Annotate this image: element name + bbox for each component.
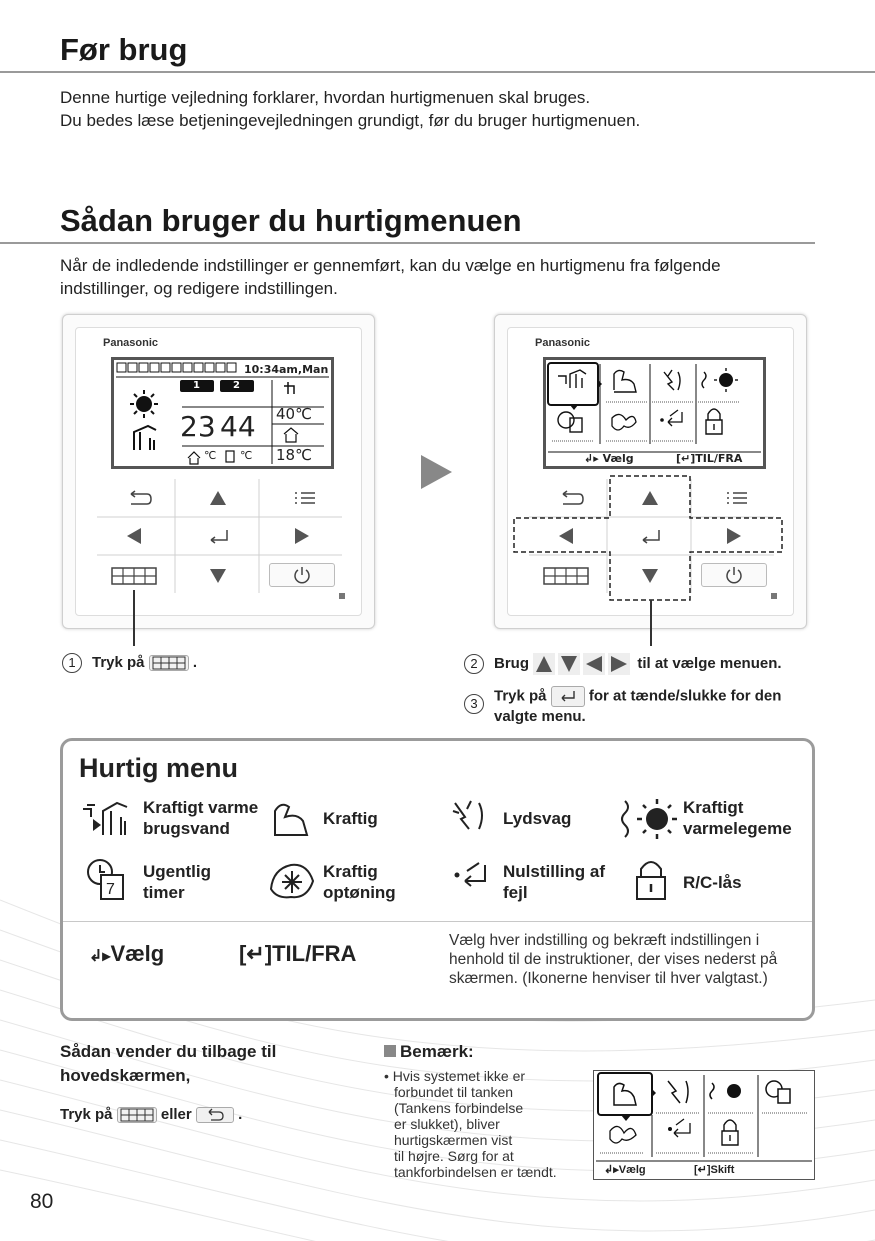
menu-item-powerful-dhw <box>143 797 258 839</box>
legend-select <box>89 941 164 967</box>
enter-icon: [↵] <box>694 1164 711 1176</box>
quick-menu-title: Hurtig menu <box>79 753 238 783</box>
brand-logo: Panasonic <box>535 337 591 349</box>
menu-item-label: Kraftigt <box>683 798 744 817</box>
zone-1-temperature: 23 <box>180 410 216 443</box>
powerful-arm-icon <box>269 797 313 839</box>
step-2-text-end: til at vælge menuen. <box>637 654 782 672</box>
right-arrow-button[interactable] <box>291 525 313 547</box>
section2-line-2: indstillinger, og redigere indstillingen. <box>60 279 338 298</box>
quick-menu-key-icon <box>149 655 189 671</box>
lcd-onoff-label: TIL/FRA <box>695 452 743 465</box>
menu-item-label: timer <box>143 883 185 902</box>
note-heading <box>384 1040 474 1064</box>
lcd-clock: 10:34am,Man <box>244 363 329 376</box>
enter-button[interactable] <box>203 523 233 549</box>
next-arrow-icon <box>418 453 454 491</box>
error-reset-icon <box>449 859 493 899</box>
lcd-select-label: Vælg <box>602 452 634 465</box>
indicator-led <box>339 593 345 599</box>
note-line: (Tankens forbindelse <box>394 1100 524 1116</box>
outdoor-temperature: 18℃ <box>276 446 312 464</box>
return-heading-line-2: hovedskærmen, <box>60 1066 191 1085</box>
step-3-text-post: for at tænde/slukke for den <box>588 687 782 705</box>
menu-item-label: Kraftigt varme <box>143 798 259 817</box>
select-icon: ↲▸ <box>584 452 599 465</box>
section2-line-1: Når de indledende indstillinger er gennemført, kan du vælge en hurtigmenu fra følgende <box>60 256 721 275</box>
note-text <box>384 1068 557 1180</box>
lcd-select-hint <box>584 452 634 465</box>
menu-item-label: Nulstilling af <box>503 862 605 881</box>
return-heading-line-1: Sådan vender du tilbage til <box>60 1042 277 1061</box>
return-heading <box>60 1040 276 1088</box>
tank-temperature: 40℃ <box>276 405 312 423</box>
heater-icon <box>619 795 683 841</box>
intro-line-2: Du bedes læse betjeningevejledningen grundigt, før du bruger hurtigmenuen. <box>60 111 641 130</box>
select-icon: ↲▸ <box>89 948 111 965</box>
menu-item-powerful-heater <box>683 797 792 839</box>
section-title-before-use: Før brug <box>60 32 188 67</box>
lcd-main-screen <box>111 357 334 469</box>
legend-explanation <box>449 931 777 988</box>
select-icon: ↲▸ <box>604 1164 619 1176</box>
note-line: hurtigskærmen vist <box>394 1132 513 1148</box>
step-2 <box>464 653 782 675</box>
step-3 <box>464 686 781 726</box>
note-line: forbundet til tanken <box>394 1084 514 1100</box>
explanation-line: Vælg hver indstilling og bekræft indstillingen i <box>449 932 760 949</box>
step-3-text <box>494 686 781 726</box>
no-tank-switch-hint <box>694 1163 734 1176</box>
menu-item-label: optøning <box>323 883 396 902</box>
explanation-line: henhold til de instruktioner, der vises nederst på <box>449 951 778 968</box>
lock-icon <box>633 857 669 903</box>
weekly-timer-icon <box>85 857 129 903</box>
card-divider <box>63 921 812 922</box>
return-or-text: eller <box>160 1106 192 1123</box>
note-line: Hvis systemet ikke er <box>392 1068 526 1084</box>
quick-menu-button[interactable] <box>111 565 159 587</box>
bullet-icon: • <box>384 1068 393 1084</box>
note-line: er slukket), bliver <box>394 1116 500 1132</box>
legend-select-label: Vælg <box>110 941 165 966</box>
step-number: 2 <box>464 654 484 674</box>
svg-text:7: 7 <box>106 881 115 898</box>
step-number: 1 <box>62 653 82 673</box>
lcd-quick-menu-screen <box>543 357 766 469</box>
brand-logo: Panasonic <box>103 337 159 349</box>
legend-onoff <box>239 941 356 967</box>
callout-line <box>133 590 135 646</box>
arrow-keys-icon <box>533 653 633 675</box>
no-tank-select-label: Vælg <box>618 1164 646 1176</box>
title-divider <box>0 71 875 73</box>
power-button[interactable] <box>269 563 335 587</box>
no-tank-quick-menu-screen <box>593 1070 815 1180</box>
intro-text <box>60 86 640 132</box>
zone-unit: ℃ <box>204 449 217 462</box>
section-title-how-to-use: Sådan bruger du hurtigmenuen <box>60 203 522 238</box>
quick-menu-grid <box>546 360 763 466</box>
menu-item-label: fejl <box>503 883 528 902</box>
hot-water-tap-icon <box>81 797 137 837</box>
back-key-icon <box>196 1107 234 1123</box>
menu-item-label: varmelegeme <box>683 819 792 838</box>
lcd-onoff-hint <box>676 452 742 465</box>
enter-icon: [↵] <box>239 941 273 966</box>
left-arrow-button[interactable] <box>123 525 145 547</box>
menu-item-label: brugsvand <box>143 819 230 838</box>
zone-1-tab: 1 <box>193 380 200 391</box>
callout-line <box>650 600 652 646</box>
enter-key-icon <box>551 686 585 707</box>
step-1-text: Tryk på <box>92 654 145 671</box>
note-square-icon <box>384 1045 396 1057</box>
return-end: . <box>238 1106 243 1123</box>
explanation-line: skærmen. (Ikonerne henviser til hver valgtast.) <box>449 970 768 987</box>
arrow-keys-highlight <box>512 474 785 604</box>
intro-line-1: Denne hurtige vejledning forklarer, hvordan hurtigmenuen skal bruges. <box>60 88 591 107</box>
zone-2-temperature: 44 <box>220 410 256 443</box>
remote-controller-main-screen <box>62 314 375 629</box>
quiet-icon <box>449 797 493 837</box>
note-line: til højre. Sørg for at <box>394 1148 514 1164</box>
menu-item-powerful: Kraftig <box>323 809 378 828</box>
up-arrow-button[interactable] <box>207 487 229 509</box>
title-divider <box>0 242 815 244</box>
quick-menu-card <box>60 738 815 1021</box>
step-1 <box>62 653 197 673</box>
step-1-end: . <box>192 654 198 671</box>
no-tank-select-hint <box>604 1163 646 1176</box>
return-instruction <box>60 1106 242 1123</box>
menu-item-label: Kraftig <box>323 862 378 881</box>
section2-text <box>60 254 721 300</box>
down-arrow-button[interactable] <box>207 565 229 587</box>
menu-item-rc-lock: R/C-lås <box>683 873 742 892</box>
step-3-text-line2: valgte menu. <box>494 708 586 725</box>
menu-item-weekly-timer <box>143 861 211 903</box>
menu-list-button[interactable] <box>285 485 325 511</box>
menu-item-label: Ugentlig <box>143 862 211 881</box>
note-heading-text: Bemærk: <box>400 1042 474 1061</box>
zone-2-tab: 2 <box>233 380 240 391</box>
legend-onoff-label: TIL/FRA <box>272 941 357 966</box>
page-number: 80 <box>30 1190 54 1213</box>
note-line: tankforbindelsen er tændt. <box>394 1164 557 1180</box>
step-3-text-pre: Tryk på <box>494 687 547 705</box>
no-tank-switch-label: Skift <box>710 1164 735 1176</box>
zone-unit: ℃ <box>240 449 253 462</box>
step-number: 3 <box>464 694 484 714</box>
quick-menu-key-icon <box>117 1107 157 1123</box>
menu-item-error-reset <box>503 861 605 903</box>
return-press-text: Tryk på <box>60 1106 113 1123</box>
menu-item-force-defrost <box>323 861 396 903</box>
menu-item-quiet: Lydsvag <box>503 809 572 828</box>
back-button[interactable] <box>119 485 159 511</box>
defrost-icon <box>267 857 317 903</box>
enter-icon: [↵] <box>676 452 696 465</box>
step-2-text: Brug <box>494 654 529 672</box>
